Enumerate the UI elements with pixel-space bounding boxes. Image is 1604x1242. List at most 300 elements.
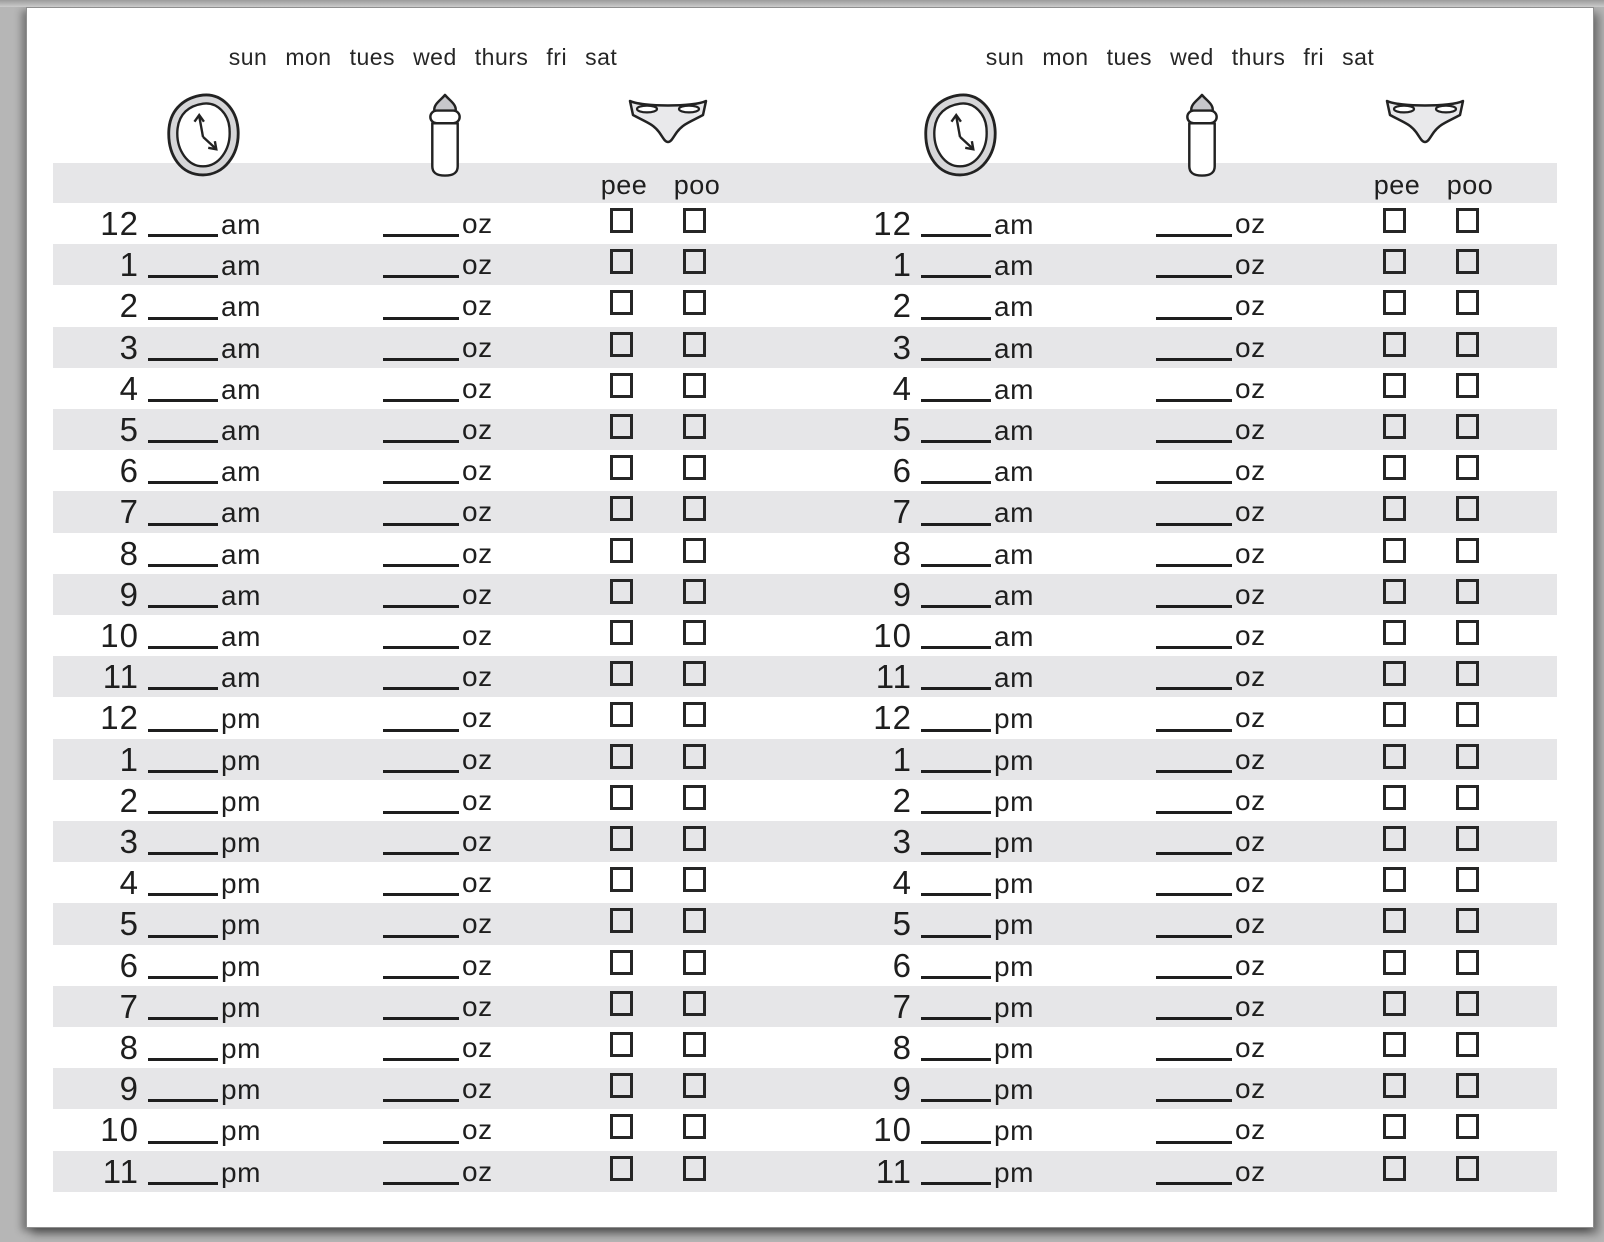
oz-label: oz xyxy=(1235,743,1266,775)
day-labels xyxy=(810,44,1550,71)
pee-checkbox[interactable] xyxy=(610,1073,633,1098)
ounces-blank-field[interactable] xyxy=(1156,1017,1232,1020)
time-blank-field[interactable] xyxy=(921,1182,991,1185)
hour-row xyxy=(53,903,1557,944)
time-blank-field[interactable] xyxy=(921,811,991,814)
time-blank-field[interactable] xyxy=(148,275,218,278)
hour-row-left xyxy=(53,697,813,738)
time-blank-field[interactable] xyxy=(921,234,991,237)
hour-row-right xyxy=(826,1027,1557,1068)
ounces-blank-field[interactable] xyxy=(1156,481,1232,484)
oz-label: oz xyxy=(1235,1073,1266,1105)
poo-checkbox[interactable] xyxy=(1456,538,1479,563)
ounces-blank-field[interactable] xyxy=(1156,976,1232,979)
ounces-blank-field[interactable] xyxy=(383,275,459,278)
oz-label: oz xyxy=(462,414,493,446)
poo-checkbox[interactable] xyxy=(683,1032,706,1057)
time-blank-field[interactable] xyxy=(921,481,991,484)
pee-checkbox[interactable] xyxy=(610,826,633,851)
hour-label: 10 xyxy=(873,617,912,655)
pee-checkbox[interactable] xyxy=(1383,579,1406,604)
period-label: am xyxy=(994,332,1034,364)
pee-checkbox[interactable] xyxy=(1383,208,1406,233)
ounces-blank-field[interactable] xyxy=(383,605,459,608)
time-blank-field[interactable] xyxy=(148,1182,218,1185)
pee-checkbox[interactable] xyxy=(1383,744,1406,769)
time-blank-field[interactable] xyxy=(148,1058,218,1061)
ounces-blank-field[interactable] xyxy=(1156,893,1232,896)
hour-row xyxy=(53,1027,1557,1068)
baby-tracking-sheet xyxy=(26,7,1594,1228)
hour-row xyxy=(53,368,1557,409)
time-blank-field[interactable] xyxy=(921,523,991,526)
pee-checkbox[interactable] xyxy=(610,867,633,892)
hour-row-left xyxy=(53,450,813,491)
ounces-blank-field[interactable] xyxy=(1156,317,1232,320)
ounces-blank-field[interactable] xyxy=(1156,935,1232,938)
time-blank-field[interactable] xyxy=(921,687,991,690)
hour-label: 10 xyxy=(100,617,139,655)
hour-row-right xyxy=(826,533,1557,574)
hour-row-right xyxy=(826,1109,1557,1150)
pee-column-header: pee xyxy=(1373,170,1421,200)
time-blank-field[interactable] xyxy=(148,481,218,484)
ounces-blank-field[interactable] xyxy=(383,481,459,484)
poo-checkbox[interactable] xyxy=(683,1114,706,1139)
hour-row-right xyxy=(826,1151,1557,1192)
hour-label: 11 xyxy=(102,1152,139,1190)
ounces-blank-field[interactable] xyxy=(383,1141,459,1144)
pee-checkbox[interactable] xyxy=(610,744,633,769)
poo-checkbox[interactable] xyxy=(683,579,706,604)
poo-checkbox[interactable] xyxy=(683,538,706,563)
poo-checkbox[interactable] xyxy=(1456,1114,1479,1139)
hour-label: 11 xyxy=(875,658,912,696)
period-label: am xyxy=(221,291,261,323)
hour-row-left xyxy=(53,739,813,780)
pee-checkbox[interactable] xyxy=(610,702,633,727)
pee-checkbox[interactable] xyxy=(610,661,633,686)
oz-label: oz xyxy=(1235,990,1266,1022)
ounces-blank-field[interactable] xyxy=(383,811,459,814)
oz-label: oz xyxy=(462,455,493,487)
hour-row-left xyxy=(53,903,813,944)
ounces-blank-field[interactable] xyxy=(383,893,459,896)
hour-row-right xyxy=(826,739,1557,780)
pee-checkbox[interactable] xyxy=(1383,538,1406,563)
poo-checkbox[interactable] xyxy=(683,496,706,521)
pee-checkbox[interactable] xyxy=(610,373,633,398)
day-label: wed xyxy=(1170,44,1214,70)
hour-label: 8 xyxy=(119,1029,139,1067)
time-blank-field[interactable] xyxy=(921,935,991,938)
oz-label: oz xyxy=(1235,784,1266,816)
ounces-blank-field[interactable] xyxy=(383,770,459,773)
period-label: pm xyxy=(221,1033,261,1065)
poo-checkbox[interactable] xyxy=(1456,867,1479,892)
time-blank-field[interactable] xyxy=(148,811,218,814)
poo-checkbox[interactable] xyxy=(683,455,706,480)
hour-label: 6 xyxy=(892,452,912,490)
ounces-blank-field[interactable] xyxy=(383,523,459,526)
hour-label: 5 xyxy=(892,411,912,449)
pee-checkbox[interactable] xyxy=(1383,496,1406,521)
pee-checkbox[interactable] xyxy=(1383,620,1406,645)
pee-checkbox[interactable] xyxy=(1383,1156,1406,1181)
oz-label: oz xyxy=(1235,414,1266,446)
poo-checkbox[interactable] xyxy=(683,661,706,686)
hour-row-left xyxy=(53,862,813,903)
ounces-blank-field[interactable] xyxy=(383,440,459,443)
time-blank-field[interactable] xyxy=(921,1141,991,1144)
poo-checkbox[interactable] xyxy=(1456,826,1479,851)
pee-checkbox[interactable] xyxy=(1383,414,1406,439)
poo-checkbox[interactable] xyxy=(1456,1156,1479,1181)
hour-label: 8 xyxy=(119,534,139,572)
time-blank-field[interactable] xyxy=(921,1099,991,1102)
period-label: pm xyxy=(994,1156,1034,1188)
time-blank-field[interactable] xyxy=(921,564,991,567)
poo-checkbox[interactable] xyxy=(683,1073,706,1098)
ounces-blank-field[interactable] xyxy=(383,1182,459,1185)
ounces-blank-field[interactable] xyxy=(383,646,459,649)
oz-label: oz xyxy=(462,867,493,899)
time-blank-field[interactable] xyxy=(148,852,218,855)
oz-label: oz xyxy=(1235,455,1266,487)
poo-checkbox[interactable] xyxy=(683,373,706,398)
poo-checkbox[interactable] xyxy=(683,332,706,357)
ounces-blank-field[interactable] xyxy=(383,935,459,938)
poo-checkbox[interactable] xyxy=(1456,332,1479,357)
pee-checkbox[interactable] xyxy=(1383,991,1406,1016)
pee-checkbox[interactable] xyxy=(610,908,633,933)
poo-checkbox[interactable] xyxy=(683,702,706,727)
ounces-blank-field[interactable] xyxy=(1156,440,1232,443)
hour-label: 4 xyxy=(119,864,139,902)
time-blank-field[interactable] xyxy=(921,729,991,732)
period-label: pm xyxy=(994,827,1034,859)
day-label: thurs xyxy=(1231,44,1286,70)
hour-row-right xyxy=(826,821,1557,862)
time-blank-field[interactable] xyxy=(921,358,991,361)
pee-checkbox[interactable] xyxy=(1383,867,1406,892)
ounces-blank-field[interactable] xyxy=(383,687,459,690)
oz-label: oz xyxy=(1235,1114,1266,1146)
day-label: mon xyxy=(285,44,332,70)
ounces-blank-field[interactable] xyxy=(1156,770,1232,773)
hour-row-left xyxy=(53,203,813,244)
ounces-blank-field[interactable] xyxy=(383,399,459,402)
time-blank-field[interactable] xyxy=(148,646,218,649)
pee-checkbox[interactable] xyxy=(610,1032,633,1057)
pee-checkbox[interactable] xyxy=(610,290,633,315)
oz-label: oz xyxy=(462,620,493,652)
pee-checkbox[interactable] xyxy=(610,1156,633,1181)
hour-label: 12 xyxy=(100,205,139,242)
poo-checkbox[interactable] xyxy=(683,208,706,233)
oz-label: oz xyxy=(462,578,493,610)
pee-checkbox[interactable] xyxy=(1383,290,1406,315)
pee-checkbox[interactable] xyxy=(610,1114,633,1139)
day-label: mon xyxy=(1042,44,1089,70)
tracking-grid xyxy=(53,163,1557,1192)
oz-label: oz xyxy=(1235,208,1266,239)
period-label: am xyxy=(221,538,261,570)
day-label: sun xyxy=(985,44,1025,70)
poo-checkbox[interactable] xyxy=(1456,661,1479,686)
ounces-blank-field[interactable] xyxy=(1156,1182,1232,1185)
pee-checkbox[interactable] xyxy=(1383,702,1406,727)
time-blank-field[interactable] xyxy=(148,605,218,608)
period-label: pm xyxy=(221,909,261,941)
poo-checkbox[interactable] xyxy=(1456,290,1479,315)
ounces-blank-field[interactable] xyxy=(383,1017,459,1020)
ounces-blank-field[interactable] xyxy=(383,358,459,361)
pee-checkbox[interactable] xyxy=(610,991,633,1016)
pee-checkbox[interactable] xyxy=(610,332,633,357)
hour-label: 4 xyxy=(119,369,139,407)
oz-label: oz xyxy=(462,990,493,1022)
time-blank-field[interactable] xyxy=(921,1058,991,1061)
window-top-edge xyxy=(0,0,1604,7)
ounces-blank-field[interactable] xyxy=(1156,523,1232,526)
hour-row-left xyxy=(53,574,813,615)
pee-checkbox[interactable] xyxy=(610,785,633,810)
hour-label: 8 xyxy=(892,1029,912,1067)
hour-label: 2 xyxy=(119,781,139,819)
poo-checkbox[interactable] xyxy=(683,414,706,439)
ounces-blank-field[interactable] xyxy=(383,729,459,732)
period-label: am xyxy=(221,373,261,405)
hour-row-left xyxy=(53,285,813,326)
poo-checkbox[interactable] xyxy=(683,785,706,810)
ounces-blank-field[interactable] xyxy=(383,852,459,855)
oz-label: oz xyxy=(462,826,493,858)
hour-row-right xyxy=(826,491,1557,532)
poo-checkbox[interactable] xyxy=(1456,208,1479,233)
pee-checkbox[interactable] xyxy=(1383,332,1406,357)
time-blank-field[interactable] xyxy=(148,317,218,320)
ounces-blank-field[interactable] xyxy=(1156,605,1232,608)
rows xyxy=(53,203,1557,1192)
ounces-blank-field[interactable] xyxy=(1156,1058,1232,1061)
time-blank-field[interactable] xyxy=(921,1017,991,1020)
time-blank-field[interactable] xyxy=(148,1017,218,1020)
ounces-blank-field[interactable] xyxy=(1156,234,1232,237)
period-label: am xyxy=(994,497,1034,529)
time-blank-field[interactable] xyxy=(148,976,218,979)
ounces-blank-field[interactable] xyxy=(1156,811,1232,814)
poo-checkbox[interactable] xyxy=(1456,908,1479,933)
ounces-blank-field[interactable] xyxy=(383,976,459,979)
time-blank-field[interactable] xyxy=(921,852,991,855)
hour-row-right xyxy=(826,780,1557,821)
hour-row-left xyxy=(53,1151,813,1192)
period-label: am xyxy=(994,291,1034,323)
time-blank-field[interactable] xyxy=(148,935,218,938)
poo-checkbox[interactable] xyxy=(1456,744,1479,769)
period-label: am xyxy=(994,415,1034,447)
pee-checkbox[interactable] xyxy=(1383,373,1406,398)
ounces-blank-field[interactable] xyxy=(383,1058,459,1061)
time-blank-field[interactable] xyxy=(921,646,991,649)
poo-checkbox[interactable] xyxy=(683,620,706,645)
poo-checkbox[interactable] xyxy=(683,991,706,1016)
time-blank-field[interactable] xyxy=(921,770,991,773)
hour-row-right xyxy=(826,574,1557,615)
hour-label: 11 xyxy=(875,1152,912,1190)
ounces-blank-field[interactable] xyxy=(1156,852,1232,855)
pee-checkbox[interactable] xyxy=(610,579,633,604)
time-blank-field[interactable] xyxy=(148,687,218,690)
ounces-blank-field[interactable] xyxy=(1156,687,1232,690)
time-blank-field[interactable] xyxy=(921,440,991,443)
time-blank-field[interactable] xyxy=(921,275,991,278)
pee-checkbox[interactable] xyxy=(610,620,633,645)
poo-checkbox[interactable] xyxy=(1456,785,1479,810)
pee-checkbox[interactable] xyxy=(610,249,633,274)
time-blank-field[interactable] xyxy=(148,399,218,402)
oz-label: oz xyxy=(462,331,493,363)
poo-checkbox[interactable] xyxy=(1456,373,1479,398)
pee-checkbox[interactable] xyxy=(1383,950,1406,975)
ounces-blank-field[interactable] xyxy=(1156,1099,1232,1102)
poo-checkbox[interactable] xyxy=(1456,414,1479,439)
hour-row-right xyxy=(826,1068,1557,1109)
period-label: am xyxy=(221,497,261,529)
time-blank-field[interactable] xyxy=(148,358,218,361)
time-blank-field[interactable] xyxy=(148,523,218,526)
hour-label: 1 xyxy=(119,740,139,778)
oz-label: oz xyxy=(1235,372,1266,404)
poo-checkbox[interactable] xyxy=(683,950,706,975)
time-blank-field[interactable] xyxy=(148,1099,218,1102)
ounces-blank-field[interactable] xyxy=(1156,564,1232,567)
oz-label: oz xyxy=(462,372,493,404)
pee-checkbox[interactable] xyxy=(1383,826,1406,851)
time-blank-field[interactable] xyxy=(921,893,991,896)
time-blank-field[interactable] xyxy=(148,440,218,443)
ounces-blank-field[interactable] xyxy=(1156,358,1232,361)
pee-checkbox[interactable] xyxy=(1383,249,1406,274)
period-label: am xyxy=(994,209,1034,240)
hour-label: 4 xyxy=(892,864,912,902)
poo-checkbox[interactable] xyxy=(1456,1073,1479,1098)
pee-checkbox[interactable] xyxy=(1383,1114,1406,1139)
period-label: pm xyxy=(221,827,261,859)
ounces-blank-field[interactable] xyxy=(1156,1141,1232,1144)
hour-label: 9 xyxy=(119,1070,139,1108)
ounces-blank-field[interactable] xyxy=(383,317,459,320)
ounces-blank-field[interactable] xyxy=(1156,275,1232,278)
time-blank-field[interactable] xyxy=(921,605,991,608)
time-blank-field[interactable] xyxy=(148,1141,218,1144)
period-label: pm xyxy=(221,1156,261,1188)
hour-row-left xyxy=(53,780,813,821)
time-blank-field[interactable] xyxy=(921,976,991,979)
ounces-blank-field[interactable] xyxy=(383,234,459,237)
period-label: pm xyxy=(994,785,1034,817)
period-label: am xyxy=(221,579,261,611)
poo-checkbox[interactable] xyxy=(1456,455,1479,480)
pee-checkbox[interactable] xyxy=(1383,661,1406,686)
pee-checkbox[interactable] xyxy=(610,208,633,233)
poo-checkbox[interactable] xyxy=(1456,249,1479,274)
oz-label: oz xyxy=(462,1073,493,1105)
pee-checkbox[interactable] xyxy=(1383,455,1406,480)
period-label: pm xyxy=(994,1074,1034,1106)
pee-checkbox[interactable] xyxy=(1383,1073,1406,1098)
ounces-blank-field[interactable] xyxy=(383,1099,459,1102)
pee-checkbox[interactable] xyxy=(1383,908,1406,933)
pee-checkbox[interactable] xyxy=(610,538,633,563)
oz-label: oz xyxy=(462,208,493,239)
poo-checkbox[interactable] xyxy=(683,744,706,769)
poo-checkbox[interactable] xyxy=(1456,1032,1479,1057)
hour-label: 5 xyxy=(119,905,139,943)
time-blank-field[interactable] xyxy=(921,317,991,320)
ounces-blank-field[interactable] xyxy=(1156,399,1232,402)
poo-checkbox[interactable] xyxy=(1456,496,1479,521)
poo-checkbox[interactable] xyxy=(683,290,706,315)
poo-checkbox[interactable] xyxy=(1456,702,1479,727)
hour-row-left xyxy=(53,615,813,656)
time-blank-field[interactable] xyxy=(148,770,218,773)
hour-label: 9 xyxy=(119,575,139,613)
time-blank-field[interactable] xyxy=(921,399,991,402)
ounces-blank-field[interactable] xyxy=(1156,729,1232,732)
time-blank-field[interactable] xyxy=(148,893,218,896)
poo-checkbox[interactable] xyxy=(683,249,706,274)
poo-checkbox[interactable] xyxy=(1456,579,1479,604)
hour-row-right xyxy=(826,203,1557,244)
pee-checkbox[interactable] xyxy=(610,414,633,439)
poo-checkbox[interactable] xyxy=(683,826,706,851)
period-label: pm xyxy=(994,1033,1034,1065)
oz-label: oz xyxy=(1235,1155,1266,1187)
hour-row-right xyxy=(826,450,1557,491)
time-blank-field[interactable] xyxy=(148,564,218,567)
poo-checkbox[interactable] xyxy=(1456,620,1479,645)
hour-row xyxy=(53,697,1557,738)
hour-row xyxy=(53,739,1557,780)
hour-row-left xyxy=(53,945,813,986)
hour-row-left xyxy=(53,327,813,368)
day-labels xyxy=(53,44,793,71)
pee-checkbox[interactable] xyxy=(610,950,633,975)
poo-checkbox[interactable] xyxy=(683,1156,706,1181)
pee-checkbox[interactable] xyxy=(1383,1032,1406,1057)
hour-label: 2 xyxy=(892,781,912,819)
pee-checkbox[interactable] xyxy=(1383,785,1406,810)
ounces-blank-field[interactable] xyxy=(1156,646,1232,649)
pee-checkbox[interactable] xyxy=(610,455,633,480)
poo-checkbox[interactable] xyxy=(1456,950,1479,975)
hour-label: 12 xyxy=(873,205,912,242)
time-blank-field[interactable] xyxy=(148,234,218,237)
poo-checkbox[interactable] xyxy=(1456,991,1479,1016)
oz-label: oz xyxy=(1235,290,1266,322)
hour-label: 8 xyxy=(892,534,912,572)
hour-label: 1 xyxy=(892,246,912,284)
period-label: pm xyxy=(994,868,1034,900)
hour-row xyxy=(53,409,1557,450)
pee-checkbox[interactable] xyxy=(610,496,633,521)
poo-checkbox[interactable] xyxy=(683,908,706,933)
poo-checkbox[interactable] xyxy=(683,867,706,892)
ounces-blank-field[interactable] xyxy=(383,564,459,567)
time-blank-field[interactable] xyxy=(148,729,218,732)
